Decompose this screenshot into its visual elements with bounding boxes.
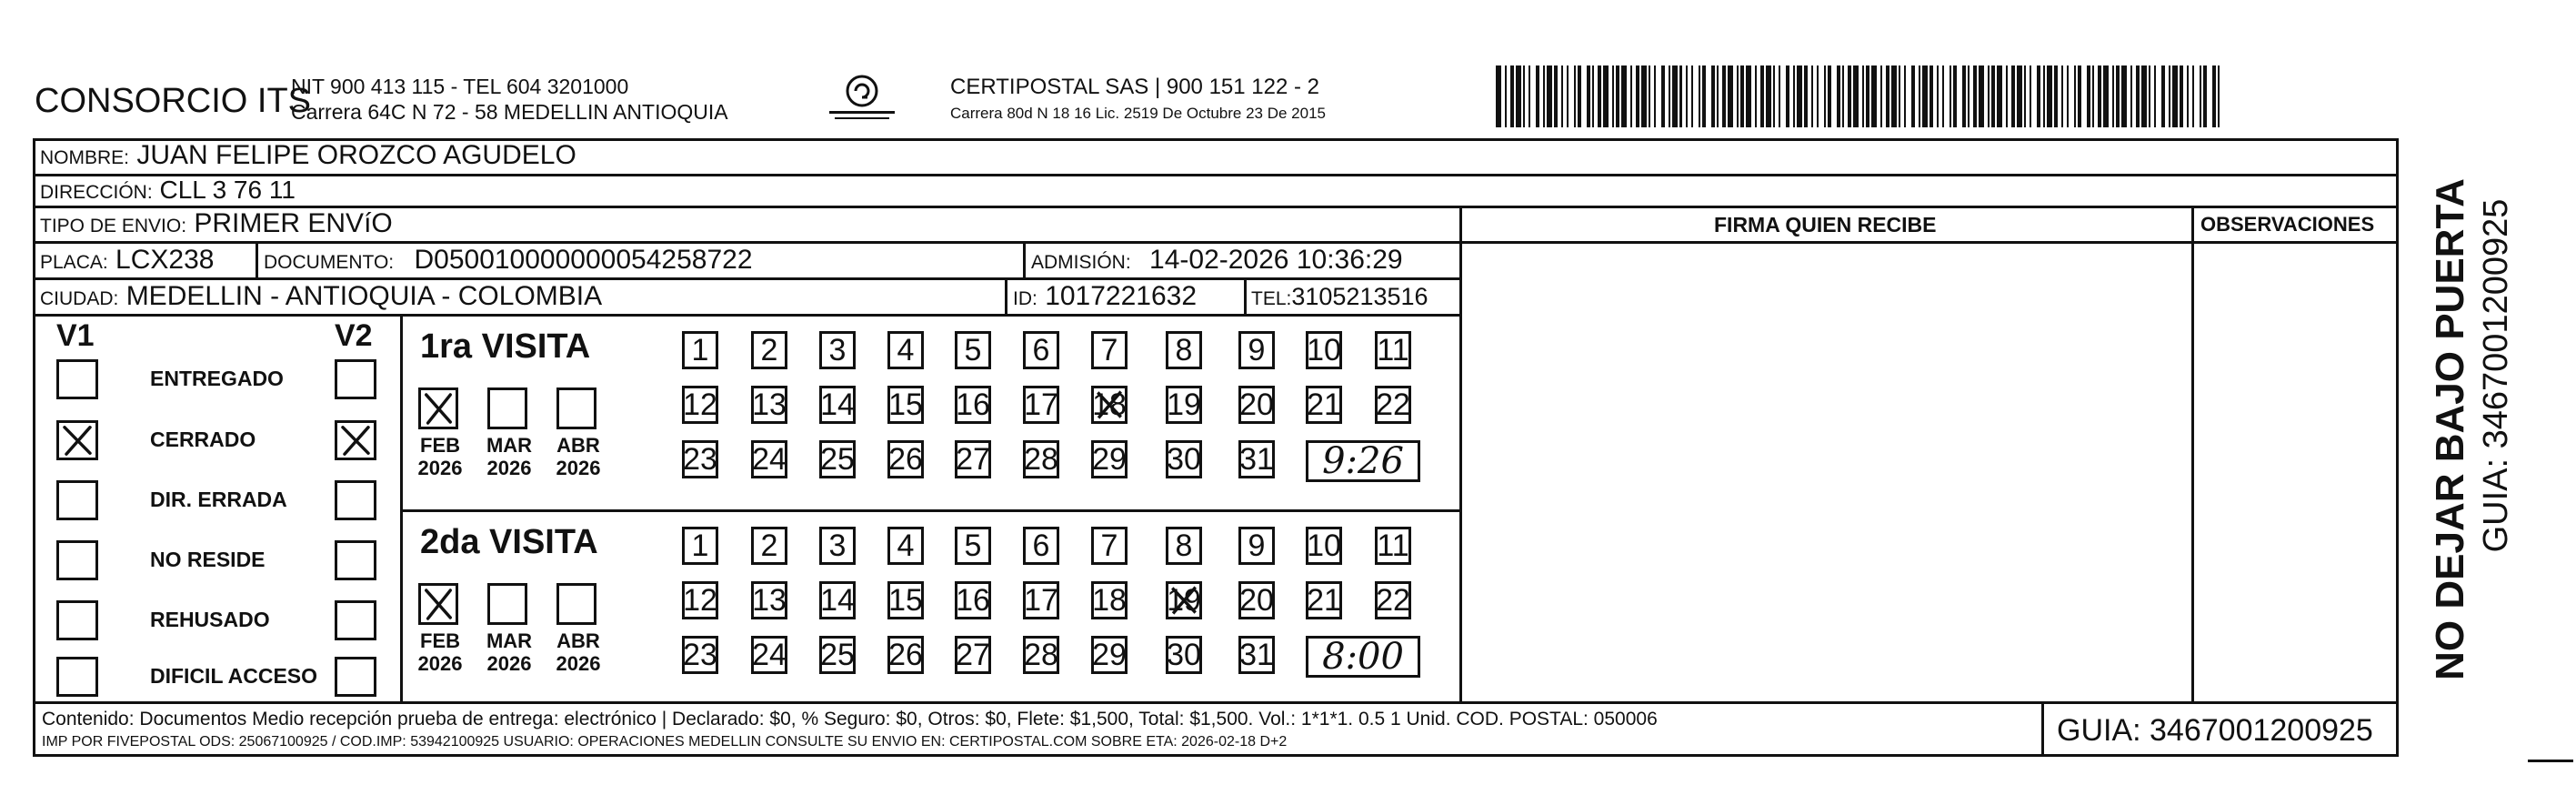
month-checkbox (418, 583, 458, 625)
month-label: MAR (486, 434, 533, 457)
day-box (1166, 527, 1202, 565)
v1-checkbox (56, 600, 98, 640)
month-label: ABR (556, 629, 600, 652)
day-box (751, 527, 787, 565)
day-number: 21 (1307, 387, 1341, 422)
v1-header: V1 (56, 318, 95, 353)
day-box (887, 636, 924, 674)
day-box (1166, 440, 1202, 478)
day-number: 16 (956, 387, 990, 422)
day-number: 12 (683, 387, 717, 422)
day-number: 6 (1032, 333, 1050, 367)
v1-checkbox (56, 359, 98, 399)
day-box (819, 331, 856, 369)
day-number: 26 (888, 638, 923, 672)
id-value: 1017221632 (1045, 281, 1198, 311)
day-number: 1 (691, 528, 709, 563)
day-box (1023, 331, 1059, 369)
day-box (1091, 636, 1128, 674)
day-cross-mark (1094, 388, 1125, 421)
day-box (682, 440, 718, 478)
day-number: 16 (956, 583, 990, 618)
day-box (1166, 331, 1202, 369)
month-year: 2026 (486, 652, 532, 675)
tipo-envio-label: TIPO DE ENVIO: (40, 216, 187, 236)
day-number: 18 (1092, 387, 1127, 422)
day-number: 3 (828, 333, 847, 367)
day-box (887, 331, 924, 369)
direccion-label: DIRECCIÓN: (40, 182, 153, 203)
v2-header: V2 (335, 318, 373, 353)
day-number: 4 (897, 528, 915, 563)
day-box (1375, 331, 1411, 369)
admision-label: ADMISIÓN: (1031, 252, 1131, 273)
day-number: 14 (820, 583, 855, 618)
day-box (955, 386, 991, 424)
certipostal-logo (826, 71, 898, 126)
visit-title: 2da VISITA (420, 523, 598, 561)
day-box (1306, 581, 1342, 619)
day-number: 22 (1376, 387, 1410, 422)
day-box (1375, 527, 1411, 565)
day-box (1306, 386, 1342, 424)
day-number: 6 (1032, 528, 1050, 563)
carrier-address: Carrera 80d N 18 16 Lic. 2519 De Octubre 23 De 2015 (950, 105, 1326, 122)
status-label: CERRADO (150, 428, 256, 451)
day-number: 28 (1024, 442, 1058, 477)
day-box (1238, 440, 1275, 478)
time-box (1306, 440, 1420, 482)
day-box (1023, 636, 1059, 674)
day-number: 21 (1307, 583, 1341, 618)
day-number: 17 (1024, 583, 1058, 618)
day-number: 13 (752, 583, 787, 618)
day-box (819, 386, 856, 424)
day-number: 27 (956, 638, 990, 672)
v2-checkbox (335, 359, 376, 399)
day-number: 19 (1167, 583, 1201, 618)
day-box (955, 331, 991, 369)
day-number: 1 (691, 333, 709, 367)
day-box (682, 636, 718, 674)
day-box (1375, 386, 1411, 424)
v2-checkbox (335, 540, 376, 580)
v1-checkbox (56, 657, 98, 697)
day-number: 23 (683, 638, 717, 672)
ciudad-label: CIUDAD: (40, 288, 119, 309)
barcode (1496, 65, 2223, 127)
month-checkbox (556, 387, 596, 429)
day-number: 2 (760, 333, 778, 367)
day-number: 22 (1376, 583, 1410, 618)
day-number: 17 (1024, 387, 1058, 422)
v2-checkbox (335, 480, 376, 520)
day-box (682, 331, 718, 369)
day-cross-mark (1168, 584, 1199, 617)
v1-checkbox (56, 480, 98, 520)
day-box (1238, 636, 1275, 674)
day-number: 27 (956, 442, 990, 477)
day-number: 20 (1239, 583, 1274, 618)
day-number: 31 (1239, 638, 1274, 672)
status-label: REHUSADO (150, 608, 270, 631)
month-year: 2026 (556, 457, 601, 479)
status-label: ENTREGADO (150, 367, 284, 390)
status-label: DIR. ERRADA (150, 488, 287, 511)
day-number: 15 (888, 583, 923, 618)
day-box (1091, 331, 1128, 369)
month-checkbox (418, 387, 458, 429)
admision-value: 14-02-2026 10:36:29 (1149, 245, 1403, 275)
day-number: 3 (828, 528, 847, 563)
day-box (1091, 440, 1128, 478)
documento-value: D050010000000054258722 (414, 245, 753, 275)
month-label: MAR (486, 629, 533, 652)
placa-label: PLACA: (40, 252, 108, 273)
v2-checkbox (335, 600, 376, 640)
v2-checkbox (335, 657, 376, 697)
day-box (751, 636, 787, 674)
day-number: 29 (1092, 638, 1127, 672)
time-value: 9:26 (1322, 440, 1404, 482)
month-checkbox (487, 387, 527, 429)
day-number: 30 (1167, 638, 1201, 672)
day-box (1375, 581, 1411, 619)
day-number: 26 (888, 442, 923, 477)
day-box (819, 440, 856, 478)
day-box (751, 386, 787, 424)
tel-label: TEL: (1251, 288, 1292, 309)
day-box (1091, 581, 1128, 619)
day-number: 8 (1175, 528, 1193, 563)
day-box (1238, 331, 1275, 369)
day-box (1238, 386, 1275, 424)
day-number: 7 (1100, 333, 1118, 367)
day-box (819, 581, 856, 619)
day-number: 19 (1167, 387, 1201, 422)
day-box (955, 527, 991, 565)
day-number: 11 (1377, 333, 1409, 367)
nombre-value: JUAN FELIPE OROZCO AGUDELO (136, 140, 576, 170)
day-number: 13 (752, 387, 787, 422)
day-number: 28 (1024, 638, 1058, 672)
barcode-bar (2220, 65, 2223, 127)
day-box (955, 636, 991, 674)
firma-header: FIRMA QUIEN RECIBE (1714, 213, 1937, 236)
month-year: 2026 (486, 457, 532, 479)
day-box (1166, 386, 1202, 424)
day-number: 29 (1092, 442, 1127, 477)
no-dejar-warning: NO DEJAR BAJO PUERTA (2428, 178, 2472, 680)
documento-label: DOCUMENTO: (264, 252, 395, 273)
imp-text: IMP POR FIVEPOSTAL ODS: 25067100925 / COD.IMP: 53942100925 USUARIO: OPERACIONES MEDELLIN CONSULTE SU ENVIO EN: CERTIPOSTAL.COM SOBRE ETA: 2026-02-18 D+2 (42, 734, 1288, 750)
day-box (1166, 581, 1202, 619)
day-box (887, 527, 924, 565)
observaciones-header: OBSERVACIONES (2200, 213, 2375, 236)
nombre-label: NOMBRE: (40, 147, 130, 168)
day-number: 11 (1377, 528, 1409, 563)
time-value: 8:00 (1322, 636, 1404, 678)
day-number: 5 (964, 528, 982, 563)
day-box (819, 527, 856, 565)
company-nit: NIT 900 413 115 - TEL 604 3201000 (291, 75, 629, 98)
carrier-name: CERTIPOSTAL SAS | 900 151 122 - 2 (950, 75, 1319, 99)
day-box (1023, 527, 1059, 565)
month-checkbox (487, 583, 527, 625)
placa-value: LCX238 (115, 245, 215, 275)
day-box (955, 581, 991, 619)
day-number: 15 (888, 387, 923, 422)
month-year: 2026 (556, 652, 601, 675)
tel-value: 3105213516 (1291, 283, 1428, 310)
day-number: 24 (752, 442, 787, 477)
day-number: 24 (752, 638, 787, 672)
day-box (751, 331, 787, 369)
time-box (1306, 636, 1420, 678)
day-number: 5 (964, 333, 982, 367)
company-name: CONSORCIO ITS (35, 82, 312, 120)
day-number: 30 (1167, 442, 1201, 477)
day-box (1166, 636, 1202, 674)
v1-checkbox (56, 420, 98, 460)
day-number: 18 (1092, 583, 1127, 618)
day-box (887, 440, 924, 478)
day-box (682, 527, 718, 565)
day-number: 4 (897, 333, 915, 367)
day-box (1306, 331, 1342, 369)
month-label: ABR (556, 434, 600, 457)
day-number: 8 (1175, 333, 1193, 367)
contenido-text: Contenido: Documentos Medio recepción prueba de entrega: electrónico | Declarado: $0, % Seguro: $0, Otros: $0, Flete: $1,500, Total: $1,500. Vol.: 1*1*1. 0.5 1 Unid. COD. POSTAL: 050006 (42, 709, 1658, 730)
day-box (1306, 527, 1342, 565)
v1-checkbox (56, 540, 98, 580)
day-box (887, 581, 924, 619)
status-label: NO RESIDE (150, 548, 266, 571)
day-box (1023, 581, 1059, 619)
day-number: 10 (1307, 333, 1341, 367)
month-year: 2026 (417, 457, 463, 479)
day-box (1023, 440, 1059, 478)
day-box (1091, 386, 1128, 424)
day-box (682, 581, 718, 619)
day-number: 25 (820, 638, 855, 672)
day-box (682, 386, 718, 424)
day-number: 9 (1248, 528, 1266, 563)
day-number: 10 (1307, 528, 1341, 563)
direccion-value: CLL 3 76 11 (159, 176, 296, 204)
day-box (1023, 386, 1059, 424)
company-address: Carrera 64C N 72 - 58 MEDELLIN ANTIOQUIA (291, 100, 728, 124)
v2-checkbox (335, 420, 376, 460)
day-number: 20 (1239, 387, 1274, 422)
id-label: ID: (1013, 288, 1037, 309)
month-year: 2026 (417, 652, 463, 675)
visit-title: 1ra VISITA (420, 327, 591, 366)
day-box (1091, 527, 1128, 565)
month-label: FEB (420, 434, 460, 457)
day-number: 31 (1239, 442, 1274, 477)
day-number: 2 (760, 528, 778, 563)
day-box (819, 636, 856, 674)
day-box (751, 581, 787, 619)
day-box (1238, 581, 1275, 619)
status-label: DIFICIL ACCESO (150, 664, 318, 688)
ciudad-value: MEDELLIN - ANTIOQUIA - COLOMBIA (125, 281, 603, 311)
tipo-envio-value: PRIMER ENVíO (194, 208, 393, 238)
side-guia: GUIA: 3467001200925 (2477, 198, 2515, 553)
day-number: 14 (820, 387, 855, 422)
day-number: 23 (683, 442, 717, 477)
month-checkbox (556, 583, 596, 625)
day-number: 25 (820, 442, 855, 477)
footer-guia: GUIA: 3467001200925 (2057, 713, 2373, 748)
day-box (751, 440, 787, 478)
day-number: 9 (1248, 333, 1266, 367)
day-box (1238, 527, 1275, 565)
day-number: 12 (683, 583, 717, 618)
day-box (955, 440, 991, 478)
day-box (887, 386, 924, 424)
month-label: FEB (420, 629, 460, 652)
day-number: 7 (1100, 528, 1118, 563)
